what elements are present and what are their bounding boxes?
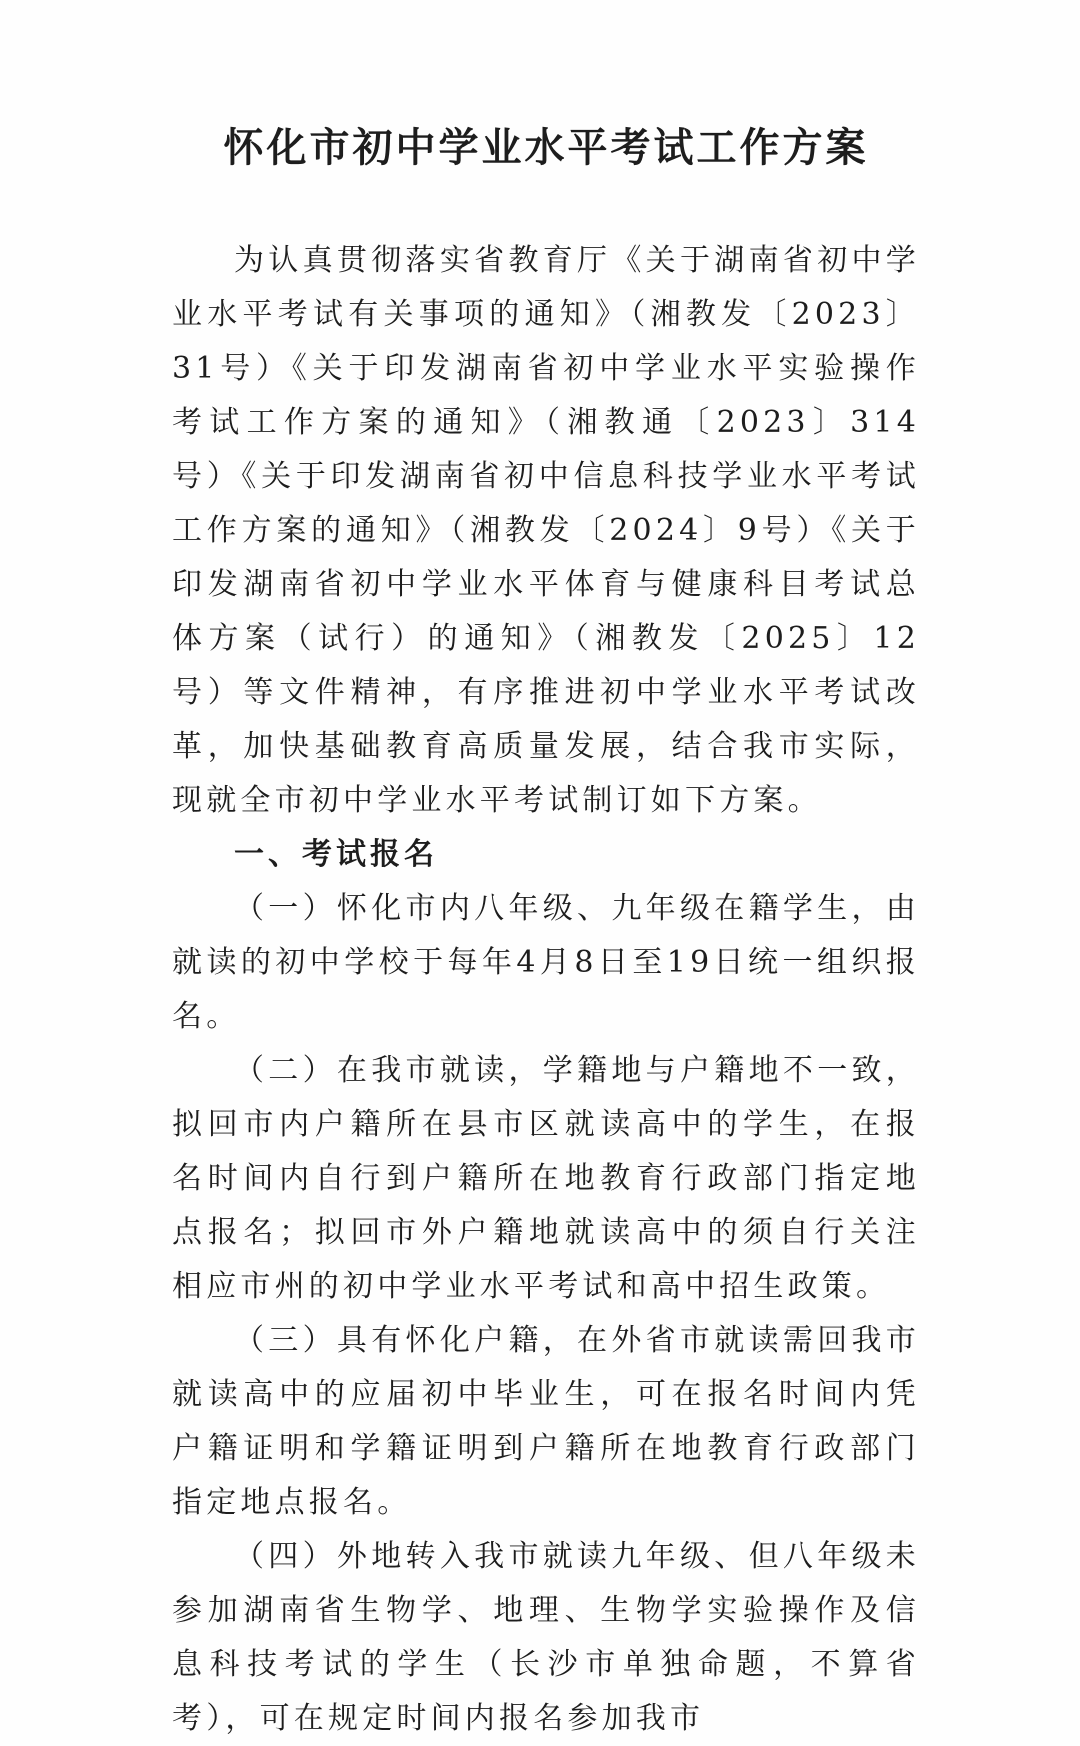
section-item-4: （四）外地转入我市就读九年级、但八年级未参加湖南省生物学、地理、生物学实验操作及信息科技考试的学生（长沙市单独命题，不算省考），可在规定时间内报名参加我市 — [172, 1539, 920, 1736]
section-item-1: （一）怀化市内八年级、九年级在籍学生，由就读的初中学校于每年4月8日至19日统一组织报名。 — [172, 891, 920, 1034]
intro-paragraph: 为认真贯彻落实省教育厅《关于湖南省初中学业水平考试有关事项的通知》（湘教发〔2023〕31号）《关于印发湖南省初中学业水平实验操作考试工作方案的通知》（湘教通〔2023〕314号）《关于印发湖南省初中信息科技学业水平考试工作方案的通知》（湘教发〔2024〕9号）《关于印发湖南省初中学业水平体育与健康科目考试总体方案（试行）的通知》（湘教发〔2025〕12号）等文件精神，有序推进初中学业水平考试改革，加快基础教育高质量发展，结合我市实际，现就全市初中学业水平考试制订如下方案。 — [172, 243, 920, 818]
section-item-3: （三）具有怀化户籍，在外省市就读需回我市就读高中的应届初中毕业生，可在报名时间内凭户籍证明和学籍证明到户籍所在地教育行政部门指定地点报名。 — [172, 1323, 920, 1520]
document-title: 怀化市初中学业水平考试工作方案 — [223, 125, 869, 171]
section-item-2: （二）在我市就读，学籍地与户籍地不一致，拟回市内户籍所在县市区就读高中的学生，在报名时间内自行到户籍所在地教育行政部门指定地点报名；拟回市外户籍地就读高中的须自行关注相应市州的初中学业水平考试和高中招生政策。 — [172, 1053, 920, 1304]
section-heading: 一、考试报名 — [234, 837, 438, 872]
